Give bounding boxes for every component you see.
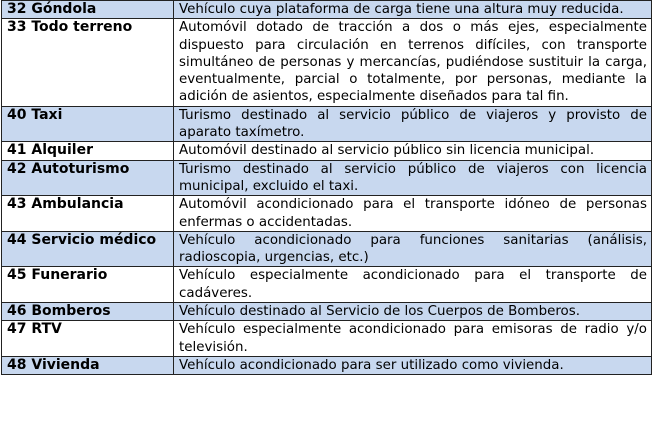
- vehicle-description: Vehículo acondicionado para ser utilizado como vivienda.: [174, 356, 652, 374]
- vehicle-description: Vehículo especialmente acondicionado para el transporte de cadáveres.: [174, 267, 652, 303]
- vehicle-code: 41 Alquiler: [2, 142, 174, 160]
- vehicle-types-table: [1, 0, 652, 375]
- vehicle-code: 48 Vivienda: [2, 356, 174, 374]
- vehicle-code: 44 Servicio médico: [2, 231, 174, 267]
- table-row: [2, 106, 652, 142]
- vehicle-description: Vehículo cuya plataforma de carga tiene una altura muy reducida.: [174, 1, 652, 19]
- table-row: [2, 196, 652, 232]
- vehicle-code: 46 Bomberos: [2, 303, 174, 321]
- vehicle-description: Vehículo acondicionado para funciones sanitarias (análisis, radioscopia, urgencias, etc.): [174, 231, 652, 267]
- table-row: [2, 231, 652, 267]
- vehicle-code: 45 Funerario: [2, 267, 174, 303]
- vehicle-code: 43 Ambulancia: [2, 196, 174, 232]
- vehicle-code: 42 Autoturismo: [2, 160, 174, 196]
- vehicle-description: Automóvil dotado de tracción a dos o más ejes, especialmente dispuesto para circulación en terrenos difíciles, con transporte simultáneo de personas y mercancías, pudiéndose sustituir la carga, eventualmente, parcial o totalmente, por personas, mediante la adición de asientos, especialmente diseñados para tal fin.: [174, 19, 652, 106]
- table-row: [2, 1, 652, 19]
- vehicle-code: 47 RTV: [2, 321, 174, 357]
- vehicle-description: Automóvil destinado al servicio público sin licencia municipal.: [174, 142, 652, 160]
- vehicle-code: 33 Todo terreno: [2, 19, 174, 106]
- vehicle-description: Turismo destinado al servicio público de viajeros y provisto de aparato taxímetro.: [174, 106, 652, 142]
- table-row: [2, 356, 652, 374]
- vehicle-description: Vehículo especialmente acondicionado para emisoras de radio y/o televisión.: [174, 321, 652, 357]
- vehicle-description: Automóvil acondicionado para el transporte idóneo de personas enfermas o accidentadas.: [174, 196, 652, 232]
- table-row: [2, 19, 652, 106]
- table-row: [2, 160, 652, 196]
- table-row: [2, 303, 652, 321]
- table-row: [2, 321, 652, 357]
- vehicle-code: 32 Góndola: [2, 1, 174, 19]
- vehicle-description: Vehículo destinado al Servicio de los Cuerpos de Bomberos.: [174, 303, 652, 321]
- table-row: [2, 267, 652, 303]
- vehicle-description: Turismo destinado al servicio público de viajeros con licencia municipal, excluido el taxi.: [174, 160, 652, 196]
- vehicle-code: 40 Taxi: [2, 106, 174, 142]
- table-row: [2, 142, 652, 160]
